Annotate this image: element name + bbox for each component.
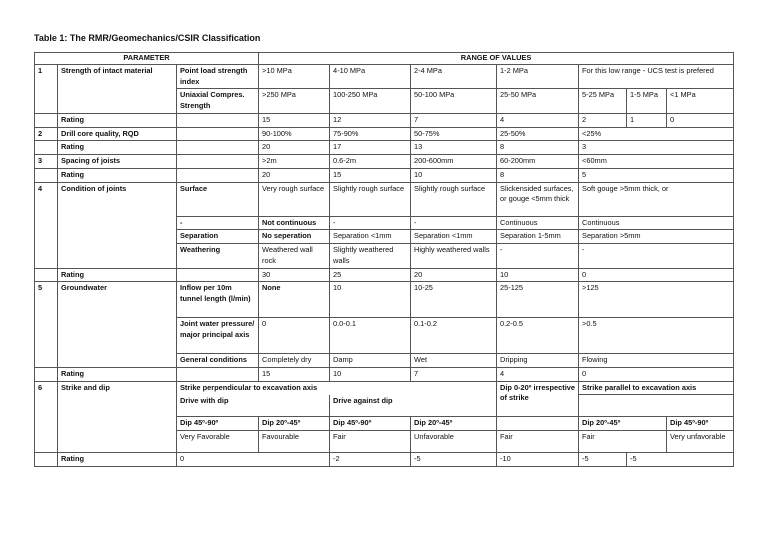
cell: Damp: [330, 354, 411, 368]
cell: [35, 368, 58, 382]
sub-parameter: Inflow per 10m tunnel length (l/min): [177, 282, 259, 318]
sub-parameter: General conditions: [177, 354, 259, 368]
rating-row: [35, 368, 734, 382]
rating-label: Rating: [58, 368, 177, 382]
cell: -: [411, 216, 497, 230]
cell: Soft gouge >5mm thick, or: [579, 182, 734, 216]
cell-note: For this low range - UCS test is prefered: [579, 65, 734, 89]
cell: Dip 0-20º irrespective of strike: [497, 381, 579, 417]
cell: 10: [330, 282, 411, 318]
cell: 0: [177, 453, 330, 467]
cell: [177, 368, 259, 382]
cell: 50-75%: [411, 127, 497, 141]
table-row: [35, 127, 734, 141]
cell: 20: [411, 268, 497, 282]
cell: 0.6-2m: [330, 155, 411, 169]
cell: [35, 268, 58, 282]
cell: [177, 127, 259, 141]
cell: Strike parallel to excavation axis: [579, 381, 734, 395]
cell: Slightly rough surface: [330, 182, 411, 216]
cell: Separation <1mm: [411, 230, 497, 244]
cell: 17: [330, 141, 411, 155]
cell: 0: [579, 368, 734, 382]
cell: 13: [411, 141, 497, 155]
cell: 10: [497, 268, 579, 282]
cell: -5: [627, 453, 734, 467]
cell: 8: [497, 168, 579, 182]
parameter-name: Groundwater: [58, 282, 177, 368]
cell: Weathered wall rock: [259, 244, 330, 268]
cell: Fair: [497, 431, 579, 453]
cell: 0.2-0.5: [497, 318, 579, 354]
cell: 5: [579, 168, 734, 182]
cell: Dip 45º-90º: [330, 417, 411, 431]
cell: >10 MPa: [259, 65, 330, 89]
cell: -10: [497, 453, 579, 467]
cell: Not continuous: [259, 216, 330, 230]
cell: Flowing: [579, 354, 734, 368]
rating-row: [35, 268, 734, 282]
rating-label: Rating: [58, 268, 177, 282]
cell: 20: [259, 168, 330, 182]
cell: 1-5 MPa: [627, 89, 667, 113]
row-number: 5: [35, 282, 58, 368]
table-title: Table 1: The RMR/Geomechanics/CSIR Classification: [34, 33, 261, 43]
sub-parameter: Point load strength index: [177, 65, 259, 89]
cell: [35, 141, 58, 155]
cell: Separation >5mm: [579, 230, 734, 244]
cell: Highly weathered walls: [411, 244, 497, 268]
rating-label: Rating: [58, 168, 177, 182]
cell: >250 MPa: [259, 89, 330, 113]
cell: [35, 113, 58, 127]
parameter-name: Drill core quality, RQD: [58, 127, 177, 141]
cell: 10-25: [411, 282, 497, 318]
cell: Fair: [330, 431, 411, 453]
rating-row: [35, 453, 734, 467]
sub-parameter: Weathering: [177, 244, 259, 268]
cell: 0.1-0.2: [411, 318, 497, 354]
row-number: 2: [35, 127, 58, 141]
cell: Slightly weathered walls: [330, 244, 411, 268]
parameter-name: Strength of intact material: [58, 65, 177, 114]
cell: [177, 155, 259, 169]
cell: Slickensided surfaces, or gouge <5mm thick: [497, 182, 579, 216]
cell: 4: [497, 368, 579, 382]
rating-label: Rating: [58, 141, 177, 155]
cell: <1 MPa: [667, 89, 734, 113]
rating-row: [35, 168, 734, 182]
cell: Drive with dip: [177, 395, 330, 417]
cell: 25-125: [497, 282, 579, 318]
cell: -5: [411, 453, 497, 467]
cell: -5: [579, 453, 627, 467]
cell: Dip 20º-45º: [411, 417, 497, 431]
cell: [497, 417, 579, 431]
cell: 7: [411, 368, 497, 382]
cell: 4: [497, 113, 579, 127]
cell: [579, 395, 734, 417]
cell: 90-100%: [259, 127, 330, 141]
cell: 5-25 MPa: [579, 89, 627, 113]
cell: 60-200mm: [497, 155, 579, 169]
cell: Very Favorable: [177, 431, 259, 453]
cell: [177, 141, 259, 155]
rating-label: Rating: [58, 113, 177, 127]
cell: [177, 268, 259, 282]
table-row: [35, 65, 734, 89]
cell: <25%: [579, 127, 734, 141]
table-row: [35, 381, 734, 395]
sub-parameter: Joint water pressure/ major principal axis: [177, 318, 259, 354]
header-parameter: PARAMETER: [35, 53, 259, 65]
cell: <60mm: [579, 155, 734, 169]
rating-label: Rating: [58, 453, 177, 467]
sub-parameter: Uniaxial Compres. Strength: [177, 89, 259, 113]
cell: 3: [579, 141, 734, 155]
cell: Separation <1mm: [330, 230, 411, 244]
cell: 15: [259, 368, 330, 382]
row-number: 3: [35, 155, 58, 169]
header-row: [35, 53, 734, 65]
rating-row: [35, 113, 734, 127]
cell: Wet: [411, 354, 497, 368]
cell: Separation 1-5mm: [497, 230, 579, 244]
cell: >2m: [259, 155, 330, 169]
cell: Dripping: [497, 354, 579, 368]
rating-row: [35, 141, 734, 155]
row-number: 4: [35, 182, 58, 268]
cell: Dip 45º-90º: [667, 417, 734, 431]
table-row: [35, 182, 734, 216]
cell: >125: [579, 282, 734, 318]
table-row: [35, 155, 734, 169]
cell: [35, 453, 58, 467]
cell: 25: [330, 268, 411, 282]
cell: 10: [411, 168, 497, 182]
cell: Continuous: [497, 216, 579, 230]
cell: [35, 168, 58, 182]
cell: Fair: [579, 431, 667, 453]
cell: Dip 45º-90º: [177, 417, 259, 431]
cell: 30: [259, 268, 330, 282]
cell: [177, 113, 259, 127]
cell: -: [330, 216, 411, 230]
cell: 2: [579, 113, 627, 127]
cell: 100-250 MPa: [330, 89, 411, 113]
row-number: 1: [35, 65, 58, 114]
cell: Very unfavorable: [667, 431, 734, 453]
cell: Dip 20º-45º: [579, 417, 667, 431]
cell: 0: [667, 113, 734, 127]
cell: 1-2 MPa: [497, 65, 579, 89]
cell: 0: [259, 318, 330, 354]
cell: 1: [627, 113, 667, 127]
parameter-name: Spacing of joists: [58, 155, 177, 169]
cell: Slightly rough surface: [411, 182, 497, 216]
cell: Continuous: [579, 216, 734, 230]
cell: 0: [579, 268, 734, 282]
cell: 50-100 MPa: [411, 89, 497, 113]
cell: 15: [259, 113, 330, 127]
cell: Strike perpendicular to excavation axis: [177, 381, 497, 395]
sub-parameter: Separation: [177, 230, 259, 244]
table-row: [35, 282, 734, 318]
cell: >0.5: [579, 318, 734, 354]
cell: [177, 168, 259, 182]
cell: Favourable: [259, 431, 330, 453]
parameter-name: Strike and dip: [58, 381, 177, 452]
cell: Unfavorable: [411, 431, 497, 453]
cell: 8: [497, 141, 579, 155]
cell: -: [579, 244, 734, 268]
cell: 0.0-0.1: [330, 318, 411, 354]
cell: None: [259, 282, 330, 318]
cell: 25-50 MPa: [497, 89, 579, 113]
cell: 25-50%: [497, 127, 579, 141]
sub-parameter: Surface: [177, 182, 259, 216]
cell: 10: [330, 368, 411, 382]
header-range: RANGE OF VALUES: [259, 53, 734, 65]
cell: Very rough surface: [259, 182, 330, 216]
rmr-table: [34, 52, 734, 467]
cell: 4-10 MPa: [330, 65, 411, 89]
cell: 15: [330, 168, 411, 182]
cell: 7: [411, 113, 497, 127]
cell: -: [497, 244, 579, 268]
cell: 20: [259, 141, 330, 155]
cell: -2: [330, 453, 411, 467]
cell: 12: [330, 113, 411, 127]
cell: 2-4 MPa: [411, 65, 497, 89]
row-number: 6: [35, 381, 58, 452]
cell: Completely dry: [259, 354, 330, 368]
cell: 200-600mm: [411, 155, 497, 169]
cell: 75-90%: [330, 127, 411, 141]
cell: Dip 20º-45º: [259, 417, 330, 431]
cell: Drive against dip: [330, 395, 497, 417]
parameter-name: Condition of joints: [58, 182, 177, 268]
sub-parameter: -: [177, 216, 259, 230]
cell: No seperation: [259, 230, 330, 244]
